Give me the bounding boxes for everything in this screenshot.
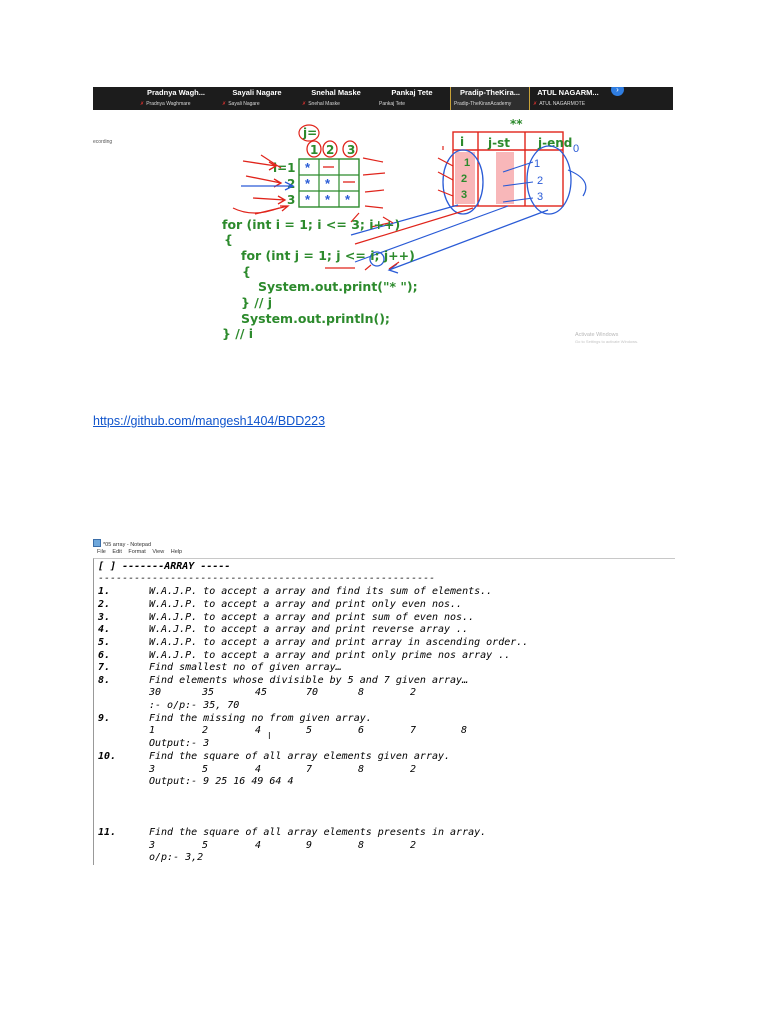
- example-output: Output:- 3: [149, 738, 210, 749]
- text-cursor-icon: I: [268, 731, 271, 742]
- participant-name: Pradip-TheKira...: [459, 88, 520, 97]
- mic-muted-icon: ✗: [533, 101, 538, 107]
- participant-full-name: Pradip-TheKiranAcademy: [454, 101, 512, 107]
- example-value: 70: [306, 687, 319, 698]
- example-value: 2: [202, 725, 209, 736]
- chevron-right-icon[interactable]: ›: [611, 87, 624, 96]
- grid-col-label: 3: [347, 143, 356, 157]
- item-number: 5.: [98, 637, 111, 648]
- code-line: {: [224, 232, 233, 247]
- example-output: Output:- 9 25 16 49 64 4: [149, 776, 294, 787]
- menu-format[interactable]: Format: [128, 549, 146, 555]
- table-header-jst: j-st: [488, 136, 510, 150]
- activation-watermark-sub: Go to Settings to activate Windows.: [575, 339, 639, 344]
- code-line: } // j: [241, 295, 273, 310]
- participant-tile[interactable]: [137, 87, 215, 110]
- whiteboard-canvas: [93, 110, 673, 349]
- notepad-title: *05 array - Notepad: [103, 542, 151, 548]
- participant-name: Pradnya Wagh...: [146, 88, 206, 97]
- example-value: 2: [410, 840, 417, 851]
- item-text: Find elements whose divisible by 5 and 7 given array…: [149, 675, 469, 686]
- item-text: W.A.J.P. to accept a array and print only prime nos array ..: [149, 650, 511, 661]
- table-jend-value: 2: [537, 175, 544, 187]
- item-text: Find the square of all array elements presents in array.: [149, 827, 487, 838]
- github-repo-link[interactable]: https://github.com/mangesh1404/BDD223: [93, 414, 326, 428]
- notepad-screenshot: [93, 537, 675, 865]
- participant-full-name: Pradnya Waghmare: [146, 101, 191, 107]
- mic-muted-icon: ✗: [140, 101, 145, 107]
- example-value: 4: [255, 840, 262, 851]
- table-header-i: i: [460, 135, 465, 149]
- participant-strip: [93, 87, 673, 110]
- divider-rule: --------------------------------------------------------: [98, 573, 436, 584]
- example-value: 3: [149, 764, 156, 775]
- example-value: 4: [255, 725, 262, 736]
- item-text: W.A.J.P. to accept a array and find its sum of elements..: [149, 586, 493, 597]
- item-number: 8.: [98, 675, 111, 686]
- notepad-app-icon: [93, 539, 101, 547]
- participant-full-name: Snehal Maske: [308, 101, 340, 107]
- example-output: :- o/p:- 35, 70: [149, 700, 240, 711]
- table-jend-value: 1: [534, 158, 541, 170]
- table-header-jend: j-end: [538, 136, 573, 150]
- participant-full-name: Sayali Nagare: [228, 101, 260, 107]
- item-number: 1.: [98, 586, 111, 597]
- item-text: W.A.J.P. to accept a array and print sum of even nos..: [149, 612, 475, 623]
- item-number: 4.: [98, 624, 111, 635]
- example-value: 35: [202, 687, 215, 698]
- example-value: 45: [255, 687, 268, 698]
- item-number: 9.: [98, 713, 111, 724]
- grid-cell: *: [305, 160, 311, 175]
- recording-label: ecording: [93, 139, 113, 145]
- mic-muted-icon: ✗: [222, 101, 227, 107]
- example-value: 3: [149, 840, 156, 851]
- example-value: 8: [358, 840, 365, 851]
- annotation-zero: 0: [573, 143, 580, 155]
- example-value: 7: [306, 764, 313, 775]
- menu-file[interactable]: File: [97, 549, 106, 555]
- mic-muted-icon: ✗: [302, 101, 307, 107]
- class-whiteboard-screenshot: [93, 87, 673, 349]
- grid-row-label: 2: [287, 177, 296, 191]
- grid-cell: *: [325, 192, 331, 207]
- grid-row-label: 3: [287, 193, 296, 207]
- item-number: 11.: [98, 827, 117, 838]
- grid-row-label: i=1: [273, 161, 296, 175]
- item-text: Find smallest no of given array…: [149, 662, 342, 673]
- item-number: 3.: [98, 612, 111, 623]
- item-text: W.A.J.P. to accept a array and print array in ascending order..: [149, 637, 529, 648]
- item-number: 7.: [98, 662, 111, 673]
- example-value: 30: [149, 687, 162, 698]
- participant-name: Snehal Maske: [311, 88, 361, 97]
- participant-tile[interactable]: [299, 87, 373, 110]
- participant-name: Sayali Nagare: [232, 88, 282, 97]
- example-value: 2: [410, 764, 417, 775]
- example-value: 5: [202, 840, 209, 851]
- item-text: W.A.J.P. to accept a array and print reverse array ..: [149, 624, 469, 635]
- item-number: 10.: [98, 751, 117, 762]
- table-i-value: 1: [464, 157, 471, 169]
- menu-edit[interactable]: Edit: [112, 549, 122, 555]
- example-value: 8: [461, 725, 468, 736]
- activation-watermark: Activate Windows: [575, 332, 619, 338]
- notepad-text-area[interactable]: [93, 558, 675, 865]
- participant-name: Pankaj Tete: [391, 88, 433, 97]
- example-value: 8: [358, 764, 365, 775]
- participant-full-name: ATUL NAGARMOTE: [539, 101, 586, 107]
- table-top-marks: **: [510, 117, 523, 131]
- item-number: 6.: [98, 650, 111, 661]
- code-line: System.out.println();: [241, 311, 390, 326]
- grid-cell: *: [305, 176, 311, 191]
- participant-tile[interactable]: [530, 87, 619, 110]
- participant-tile-active-speaker[interactable]: [450, 87, 530, 110]
- grid-cell: *: [305, 192, 311, 207]
- notepad-title-bar: [93, 539, 151, 548]
- array-heading: [ ] -------ARRAY -----: [98, 561, 231, 572]
- notepad-menu-bar: [97, 549, 187, 555]
- table-i-value: 2: [461, 173, 468, 185]
- item-text: Find the missing no from given array.: [149, 713, 372, 724]
- code-line: for (int i = 1; i <= 3; i++): [222, 217, 401, 232]
- participant-tile[interactable]: [219, 87, 295, 110]
- example-value: 2: [410, 687, 417, 698]
- table-i-value: 3: [461, 189, 468, 201]
- grid-col-label: 2: [326, 143, 335, 157]
- code-line: System.out.print("* ");: [258, 279, 418, 294]
- grid-header-label: j=: [303, 126, 318, 140]
- code-line: {: [242, 264, 251, 279]
- example-value: 7: [410, 725, 417, 736]
- participant-tile[interactable]: [376, 87, 448, 110]
- code-line: } // i: [222, 326, 254, 341]
- item-text: W.A.J.P. to accept a array and print only even nos..: [149, 599, 463, 610]
- example-value: 8: [358, 687, 365, 698]
- grid-col-label: 1: [310, 143, 319, 157]
- example-value: 6: [358, 725, 365, 736]
- item-text: Find the square of all array elements given array.: [149, 751, 451, 762]
- example-value: 5: [202, 764, 209, 775]
- example-output: o/p:- 3,2: [149, 852, 204, 863]
- participant-name: ATUL NAGARM...: [537, 88, 599, 97]
- participant-full-name: Pankaj Tete: [379, 101, 406, 107]
- code-line: for (int j = 1; j <= i; j++): [241, 248, 415, 263]
- menu-view[interactable]: View: [152, 549, 165, 555]
- grid-cell: *: [325, 176, 331, 191]
- table-jend-value: 3: [537, 191, 544, 203]
- example-value: 4: [255, 764, 262, 775]
- grid-cell: *: [345, 192, 351, 207]
- example-value: 5: [306, 725, 313, 736]
- menu-help[interactable]: Help: [170, 549, 183, 555]
- example-value: 9: [306, 840, 313, 851]
- item-number: 2.: [98, 599, 111, 610]
- example-value: 1: [149, 725, 156, 736]
